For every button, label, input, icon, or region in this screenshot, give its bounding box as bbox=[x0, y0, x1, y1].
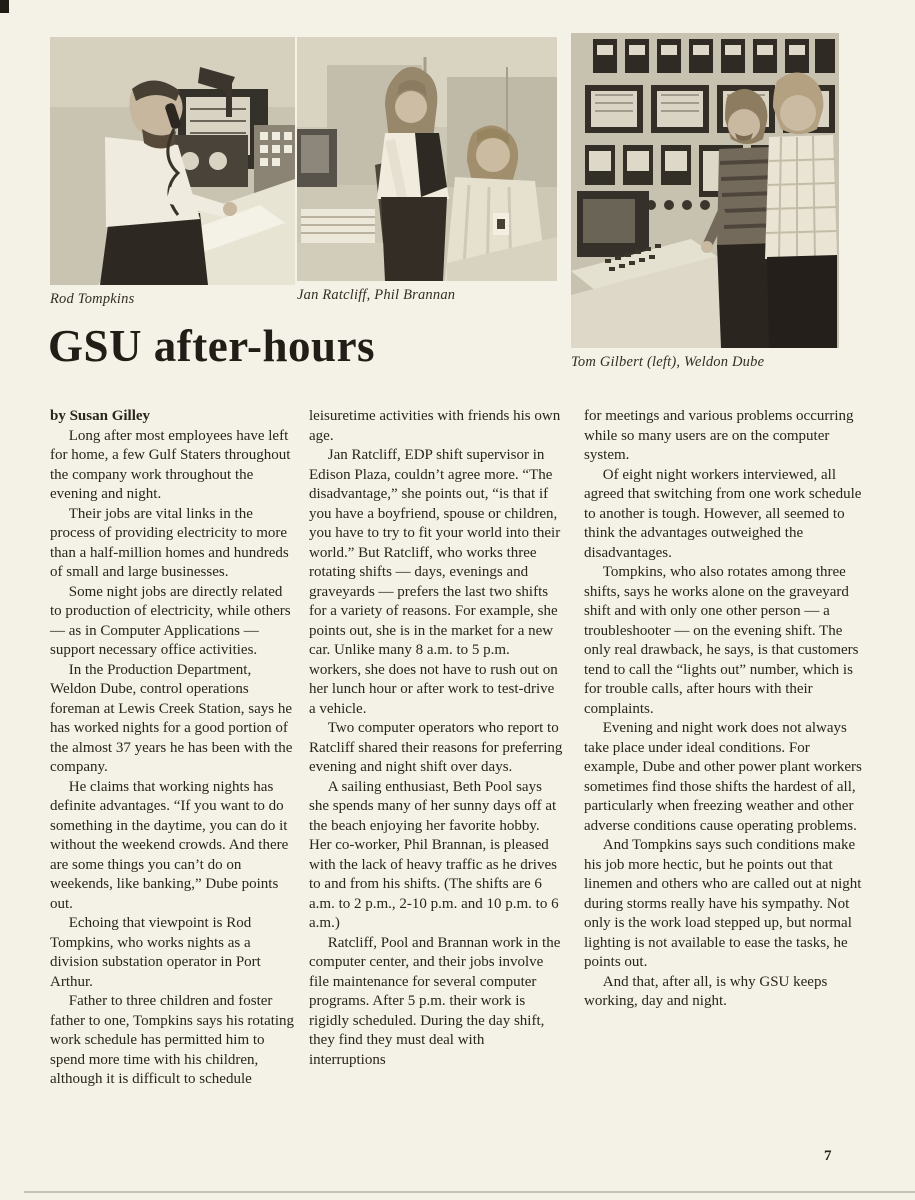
paragraph: Tompkins, who also rotates among three shifts, says he works alone on the graveyard shift and with only one other person — a troubleshooter — on the evening shift. The only real drawback, he says, is that customers tend to call the “lights out” number, which is for trouble calls, after hours with their complaints. bbox=[584, 564, 859, 717]
photo-rod-tompkins-image bbox=[50, 37, 295, 285]
paragraph: Long after most employees have left for home, a few Gulf Staters throughout the company work throughout the evening and night. bbox=[50, 427, 291, 502]
photo-tom-gilbert-weldon-dube bbox=[571, 33, 839, 371]
page-bottom-rule bbox=[24, 1191, 915, 1193]
paragraph: Jan Ratcliff, EDP shift supervisor in Edison Plaza, couldn’t agree more. “The disadvantage,” she points out, “is that if you have a boyfriend, spouse or children, you have to try to fit your world into their world.” But Ratcliff, who works three rotating shifts — days, evenings and graveyards — prefers the last two shifts for a variety of reasons. For example, she points out, she is in the market for a new car. Unlike many 8 a.m. to 5 p.m. workers, she does not have to rush out on her lunch hour or after work to test-drive a vehicle. bbox=[309, 447, 561, 717]
photo-tom-gilbert-weldon-dube-image bbox=[571, 33, 839, 348]
paragraph: And Tompkins says such conditions make his job more hectic, but he points out that linemen and others who are called out at night during storms really have his sympathy. Not only is the work load stepped up, but normal lighting is not available to ease the tasks, he points out. bbox=[584, 837, 862, 970]
article-column-3 bbox=[584, 407, 862, 1012]
photo-rod-tompkins bbox=[50, 37, 295, 308]
photo-jan-ratcliff-phil-brannan-image bbox=[297, 37, 557, 281]
paragraph: Some night jobs are directly related to production of electricity, while others — as in Computer Applications — support necessary office activities. bbox=[50, 583, 291, 658]
paragraph: Father to three children and foster father to one, Tompkins says his rotating work schedule has permitted him to spend more time with his children, although it is difficult to schedule bbox=[50, 993, 295, 1087]
paragraph: A sailing enthusiast, Beth Pool says she spends many of her sunny days off at the beach enjoying her favorite hobby. Her co-worker, Phil Brannan, is pleased with the lack of heavy traffic as he drives to and from his shifts. (The shifts are 6 a.m. to 2 p.m., 2-10 p.m. and 10 p.m. to 6 a.m.) bbox=[309, 778, 559, 931]
paragraph: Echoing that viewpoint is Rod Tompkins, who works nights as a division substation operator in Port Arthur. bbox=[50, 915, 261, 990]
paragraph: And that, after all, is why GSU keeps working, day and night. bbox=[584, 973, 828, 1009]
photo-caption-rod-tompkins: Rod Tompkins bbox=[50, 291, 135, 307]
paragraph: for meetings and various problems occurring while so many users are on the computer system. bbox=[584, 408, 854, 463]
paragraph: He claims that working nights has definite advantages. “If you want to do something in the daytime, you can do it without the weekend crowds. And there are some things you can’t do on weekends, like banking,” Dube points out. bbox=[50, 778, 289, 912]
article-column-2 bbox=[309, 407, 563, 1070]
paragraph: In the Production Department, Weldon Dube, control operations foreman at Lewis Creek Station, says he has worked nights for a good portion of the almost 37 years he has been with the company. bbox=[50, 661, 293, 775]
paragraph: Two computer operators who report to Ratcliff shared their reasons for preferring evening and night shift over days. bbox=[309, 720, 563, 775]
paragraph: Of eight night workers interviewed, all agreed that switching from one work schedule to another is tough. However, all seemed to think the advantages outweighed the disadvantages. bbox=[584, 466, 862, 561]
photo-jan-ratcliff-phil-brannan bbox=[297, 37, 557, 304]
photo-caption-jan-ratcliff-phil-brannan: Jan Ratcliff, Phil Brannan bbox=[297, 287, 456, 303]
paragraph: leisuretime activities with friends his own age. bbox=[309, 408, 561, 444]
scan-corner-mark bbox=[0, 0, 9, 13]
paragraph: Their jobs are vital links in the process of providing electricity to more than a half-million homes and hundreds of small and large businesses. bbox=[50, 505, 289, 580]
byline: by Susan Gilley bbox=[50, 408, 151, 424]
article-column-1 bbox=[50, 407, 297, 1090]
paragraph: Evening and night work does not always take place under ideal conditions. For example, Dube and other power plant workers sometimes find those shifts the hardest of all, particularly when freezing weather and other adverse conditions cause operating problems. bbox=[584, 720, 862, 834]
article-headline: GSU after-hours bbox=[48, 321, 376, 371]
photo-caption-tom-gilbert-weldon-dube: Tom Gilbert (left), Weldon Dube bbox=[571, 354, 765, 370]
paragraph: Ratcliff, Pool and Brannan work in the computer center, and their jobs involve file maintenance for several computer programs. After 5 p.m. their work is rigidly scheduled. During the day shift, they find they must deal with interruptions bbox=[309, 934, 561, 1068]
page-number: 7 bbox=[824, 1148, 832, 1164]
